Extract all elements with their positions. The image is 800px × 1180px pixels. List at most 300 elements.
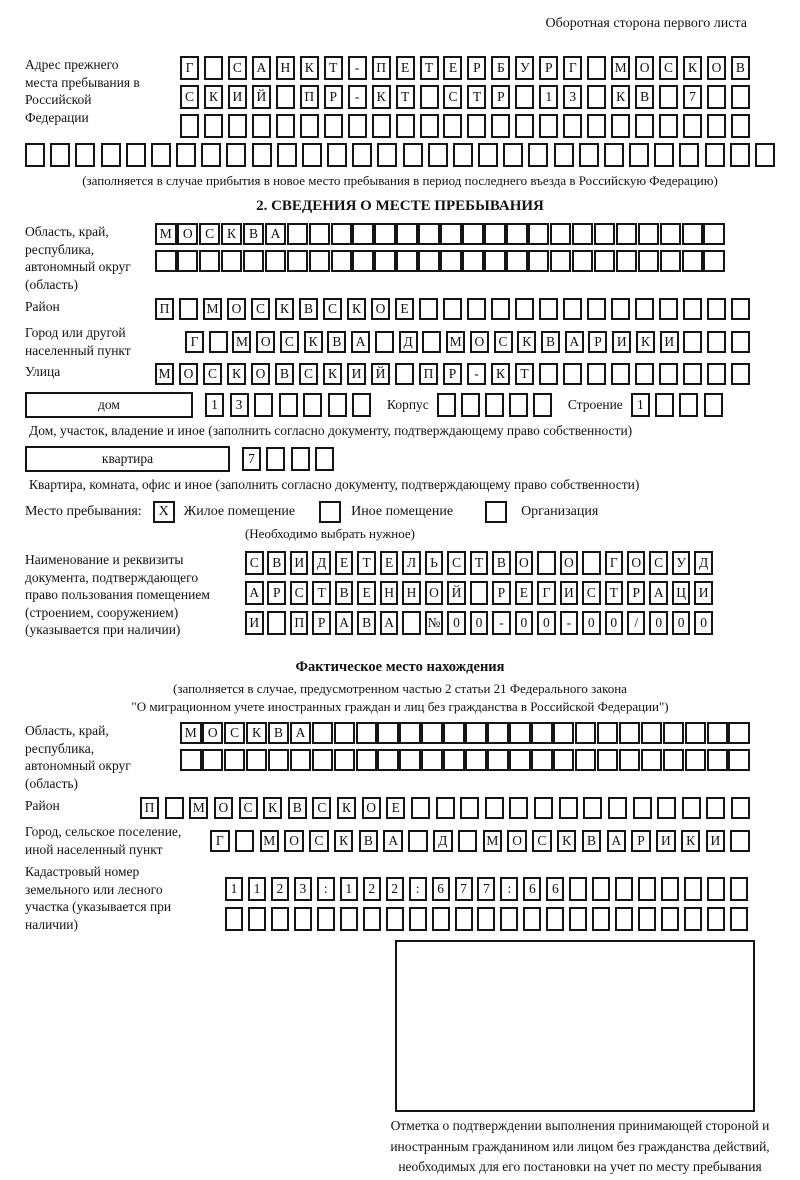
char-box[interactable]: М [446,331,465,353]
char-box[interactable] [663,722,685,744]
char-box[interactable] [420,85,439,109]
char-box[interactable] [641,749,663,771]
char-box[interactable] [461,393,480,417]
char-box[interactable] [654,143,674,167]
char-box[interactable]: Р [539,56,558,80]
char-box[interactable]: 1 [539,85,558,109]
char-box[interactable]: Е [395,298,414,320]
char-box[interactable] [243,250,265,272]
char-box[interactable]: 6 [523,877,541,901]
char-box[interactable]: К [334,830,354,852]
char-box[interactable] [246,749,268,771]
char-box[interactable]: О [507,830,527,852]
char-box[interactable] [155,250,177,272]
char-box[interactable]: С [239,797,258,819]
char-box[interactable] [704,393,723,417]
char-box[interactable]: Д [312,551,331,575]
char-box[interactable]: 0 [672,611,691,635]
char-box[interactable] [487,722,509,744]
char-box[interactable] [575,749,597,771]
char-box[interactable] [731,331,750,353]
char-box[interactable]: М [203,298,222,320]
char-box[interactable] [204,56,223,80]
char-box[interactable] [101,143,121,167]
char-box[interactable]: - [348,56,367,80]
char-box[interactable]: О [227,298,246,320]
char-box[interactable]: В [299,298,318,320]
char-box[interactable]: М [155,223,177,245]
char-box[interactable] [334,749,356,771]
char-box[interactable] [563,114,582,138]
char-box[interactable] [462,250,484,272]
char-box[interactable]: Т [467,85,486,109]
char-box[interactable] [554,143,574,167]
char-box[interactable] [523,907,541,931]
char-box[interactable]: 0 [694,611,713,635]
char-box[interactable]: Й [252,85,271,109]
char-box[interactable]: Р [491,85,510,109]
char-box[interactable] [506,223,528,245]
char-box[interactable] [611,298,630,320]
char-box[interactable] [731,114,750,138]
char-box[interactable]: 0 [582,611,601,635]
char-box[interactable] [458,830,478,852]
char-box[interactable] [682,797,701,819]
char-box[interactable] [679,393,698,417]
char-box[interactable] [707,298,726,320]
char-box[interactable] [411,797,430,819]
char-box[interactable] [268,749,290,771]
char-box[interactable] [248,907,266,931]
char-box[interactable] [638,907,656,931]
char-box[interactable] [165,797,184,819]
char-box[interactable]: Г [563,56,582,80]
char-box[interactable] [254,393,273,417]
char-box[interactable]: С [199,223,221,245]
char-box[interactable]: Е [357,581,376,605]
char-box[interactable] [707,85,726,109]
char-box[interactable]: 1 [225,877,243,901]
char-box[interactable]: П [419,363,438,385]
char-box[interactable]: Й [371,363,390,385]
char-box[interactable] [597,749,619,771]
char-box[interactable] [315,447,334,471]
char-box[interactable] [386,907,404,931]
char-box[interactable] [615,907,633,931]
char-box[interactable] [271,907,289,931]
char-box[interactable]: П [155,298,174,320]
char-box[interactable]: К [491,363,510,385]
char-box[interactable]: С [443,85,462,109]
char-box[interactable]: О [256,331,275,353]
char-box[interactable]: О [362,797,381,819]
char-box[interactable]: О [284,830,304,852]
char-box[interactable] [396,250,418,272]
char-box[interactable]: А [252,56,271,80]
char-box[interactable] [707,907,725,931]
char-box[interactable] [635,363,654,385]
char-box[interactable] [683,363,702,385]
char-box[interactable] [352,250,374,272]
char-box[interactable] [50,143,70,167]
char-box[interactable] [460,797,479,819]
char-box[interactable] [279,393,298,417]
char-box[interactable] [484,250,506,272]
char-box[interactable]: Е [380,551,399,575]
char-box[interactable] [356,722,378,744]
char-box[interactable] [575,722,597,744]
char-box[interactable] [633,797,652,819]
char-box[interactable]: Г [537,581,556,605]
char-box[interactable]: О [470,331,489,353]
char-box[interactable]: В [359,830,379,852]
char-box[interactable]: И [706,830,726,852]
char-box[interactable]: В [288,797,307,819]
char-box[interactable] [421,749,443,771]
char-box[interactable] [509,393,528,417]
char-box[interactable] [587,298,606,320]
char-box[interactable] [731,85,750,109]
char-box[interactable] [421,722,443,744]
char-box[interactable] [728,722,750,744]
char-box[interactable] [180,114,199,138]
char-box[interactable] [309,250,331,272]
char-box[interactable] [707,722,729,744]
char-box[interactable]: 2 [271,877,289,901]
char-box[interactable]: К [300,56,319,80]
char-box[interactable]: П [140,797,159,819]
char-box[interactable] [728,749,750,771]
char-box[interactable] [265,250,287,272]
char-box[interactable]: Р [467,56,486,80]
char-box[interactable] [177,250,199,272]
char-box[interactable] [685,722,707,744]
char-box[interactable] [491,298,510,320]
char-box[interactable]: В [275,363,294,385]
char-box[interactable]: К [323,363,342,385]
char-box[interactable] [312,722,334,744]
char-box[interactable] [235,830,255,852]
char-box[interactable] [202,749,224,771]
char-box[interactable]: В [268,722,290,744]
char-box[interactable]: С [532,830,552,852]
char-box[interactable] [582,551,601,575]
char-box[interactable] [422,331,441,353]
char-box[interactable]: А [607,830,627,852]
char-box[interactable] [290,749,312,771]
char-box[interactable] [372,114,391,138]
char-box[interactable]: Т [515,363,534,385]
char-box[interactable]: В [635,85,654,109]
char-box[interactable] [569,877,587,901]
char-box[interactable] [755,143,775,167]
char-box[interactable]: Е [386,797,405,819]
char-box[interactable]: 1 [340,877,358,901]
char-box[interactable]: 3 [294,877,312,901]
char-box[interactable] [179,298,198,320]
char-box[interactable]: А [265,223,287,245]
char-box[interactable]: П [290,611,309,635]
char-box[interactable]: / [627,611,646,635]
char-box[interactable]: В [492,551,511,575]
char-box[interactable] [660,250,682,272]
char-box[interactable] [225,907,243,931]
char-box[interactable]: О [627,551,646,575]
char-box[interactable]: О [177,223,199,245]
char-box[interactable] [126,143,146,167]
char-box[interactable] [312,749,334,771]
char-box[interactable] [615,877,633,901]
char-box[interactable] [679,143,699,167]
char-box[interactable] [537,551,556,575]
char-box[interactable] [478,143,498,167]
char-box[interactable]: 1 [248,877,266,901]
checkbox-other-premises[interactable] [319,501,341,523]
char-box[interactable] [201,143,221,167]
char-box[interactable]: К [204,85,223,109]
char-box[interactable]: И [694,581,713,605]
char-box[interactable]: О [179,363,198,385]
char-box[interactable]: Т [312,581,331,605]
char-box[interactable] [594,223,616,245]
char-box[interactable]: Д [399,331,418,353]
char-box[interactable]: Р [588,331,607,353]
char-box[interactable] [594,250,616,272]
char-box[interactable]: О [707,56,726,80]
char-box[interactable]: Б [491,56,510,80]
char-box[interactable]: О [214,797,233,819]
char-box[interactable]: - [560,611,579,635]
char-box[interactable]: А [383,830,403,852]
char-box[interactable] [509,797,528,819]
char-box[interactable] [348,114,367,138]
char-box[interactable] [572,223,594,245]
char-box[interactable]: К [221,223,243,245]
char-box[interactable] [563,363,582,385]
char-box[interactable]: К [304,331,323,353]
char-box[interactable] [539,298,558,320]
char-box[interactable]: 0 [515,611,534,635]
char-box[interactable]: О [202,722,224,744]
char-box[interactable] [294,907,312,931]
char-box[interactable]: М [232,331,251,353]
char-box[interactable] [684,877,702,901]
char-box[interactable]: 6 [546,877,564,901]
char-box[interactable]: У [515,56,534,80]
char-box[interactable]: С [299,363,318,385]
char-box[interactable] [635,298,654,320]
char-box[interactable]: С [251,298,270,320]
char-box[interactable]: 1 [205,393,224,417]
char-box[interactable]: А [351,331,370,353]
char-box[interactable]: А [380,611,399,635]
char-box[interactable] [443,749,465,771]
char-box[interactable] [443,722,465,744]
char-box[interactable]: : [317,877,335,901]
char-box[interactable] [402,611,421,635]
char-box[interactable]: О [560,551,579,575]
char-box[interactable]: Е [335,551,354,575]
char-box[interactable] [559,797,578,819]
char-box[interactable] [324,114,343,138]
char-box[interactable] [277,143,297,167]
char-box[interactable] [528,250,550,272]
char-box[interactable]: М [180,722,202,744]
apartment-type-box[interactable]: квартира [25,446,230,472]
char-box[interactable] [418,223,440,245]
char-box[interactable]: С [280,331,299,353]
char-box[interactable]: А [290,722,312,744]
char-box[interactable]: Л [402,551,421,575]
char-box[interactable]: М [260,830,280,852]
char-box[interactable] [569,907,587,931]
char-box[interactable]: С [203,363,222,385]
char-box[interactable] [683,114,702,138]
char-box[interactable] [437,393,456,417]
char-box[interactable] [436,797,455,819]
char-box[interactable] [619,749,641,771]
char-box[interactable] [707,331,726,353]
char-box[interactable]: В [582,830,602,852]
char-box[interactable]: О [515,551,534,575]
char-box[interactable]: С [649,551,668,575]
char-box[interactable] [638,877,656,901]
char-box[interactable] [657,797,676,819]
char-box[interactable] [531,749,553,771]
char-box[interactable] [352,393,371,417]
char-box[interactable]: В [541,331,560,353]
char-box[interactable] [659,114,678,138]
char-box[interactable]: Д [694,551,713,575]
char-box[interactable] [467,298,486,320]
char-box[interactable]: В [731,56,750,80]
char-box[interactable] [267,611,286,635]
char-box[interactable] [300,114,319,138]
char-box[interactable]: И [245,611,264,635]
char-box[interactable]: С [224,722,246,744]
char-box[interactable] [587,114,606,138]
char-box[interactable] [528,143,548,167]
char-box[interactable]: Е [396,56,415,80]
char-box[interactable] [515,298,534,320]
char-box[interactable]: 1 [631,393,650,417]
char-box[interactable] [730,830,750,852]
char-box[interactable] [682,250,704,272]
char-box[interactable] [221,250,243,272]
char-box[interactable] [619,722,641,744]
char-box[interactable]: С [290,581,309,605]
char-box[interactable] [352,143,372,167]
char-box[interactable] [659,85,678,109]
char-box[interactable]: В [243,223,265,245]
char-box[interactable]: М [611,56,630,80]
char-box[interactable] [363,907,381,931]
char-box[interactable]: 7 [455,877,473,901]
char-box[interactable]: 3 [230,393,249,417]
char-box[interactable]: И [612,331,631,353]
char-box[interactable] [531,722,553,744]
char-box[interactable] [440,250,462,272]
char-box[interactable]: И [560,581,579,605]
char-box[interactable]: К [611,85,630,109]
char-box[interactable] [396,114,415,138]
char-box[interactable]: О [425,581,444,605]
char-box[interactable]: 0 [470,611,489,635]
char-box[interactable]: Й [447,581,466,605]
char-box[interactable] [432,907,450,931]
char-box[interactable] [266,447,285,471]
char-box[interactable] [374,250,396,272]
char-box[interactable] [420,114,439,138]
char-box[interactable] [455,907,473,931]
char-box[interactable]: Г [210,830,230,852]
char-box[interactable] [629,143,649,167]
char-box[interactable]: П [372,56,391,80]
char-box[interactable] [503,143,523,167]
char-box[interactable]: 0 [649,611,668,635]
char-box[interactable]: С [309,830,329,852]
char-box[interactable] [317,907,335,931]
char-box[interactable] [659,298,678,320]
char-box[interactable] [707,363,726,385]
char-box[interactable] [685,749,707,771]
char-box[interactable]: К [517,331,536,353]
char-box[interactable]: 3 [563,85,582,109]
char-box[interactable]: К [347,298,366,320]
char-box[interactable] [707,749,729,771]
char-box[interactable]: К [372,85,391,109]
char-box[interactable]: С [494,331,513,353]
char-box[interactable] [340,907,358,931]
char-box[interactable] [635,114,654,138]
char-box[interactable] [655,393,674,417]
char-box[interactable]: Т [470,551,489,575]
char-box[interactable]: Т [605,581,624,605]
char-box[interactable] [587,85,606,109]
char-box[interactable] [587,56,606,80]
char-box[interactable] [638,250,660,272]
char-box[interactable] [396,223,418,245]
char-box[interactable]: Р [443,363,462,385]
char-box[interactable]: О [371,298,390,320]
char-box[interactable] [592,877,610,901]
char-box[interactable] [487,749,509,771]
char-box[interactable] [176,143,196,167]
char-box[interactable]: Е [515,581,534,605]
char-box[interactable]: 7 [683,85,702,109]
char-box[interactable] [443,298,462,320]
char-box[interactable] [377,143,397,167]
char-box[interactable] [252,143,272,167]
char-box[interactable] [291,447,310,471]
char-box[interactable]: Р [492,581,511,605]
char-box[interactable] [533,393,552,417]
char-box[interactable]: С [582,581,601,605]
char-box[interactable]: Р [324,85,343,109]
char-box[interactable] [331,223,353,245]
char-box[interactable] [276,114,295,138]
char-box[interactable] [467,114,486,138]
char-box[interactable] [528,223,550,245]
char-box[interactable]: № [425,611,444,635]
char-box[interactable] [611,363,630,385]
char-box[interactable] [731,298,750,320]
char-box[interactable] [661,907,679,931]
char-box[interactable]: Ь [425,551,444,575]
char-box[interactable]: С [447,551,466,575]
char-box[interactable] [303,393,322,417]
char-box[interactable]: Р [627,581,646,605]
